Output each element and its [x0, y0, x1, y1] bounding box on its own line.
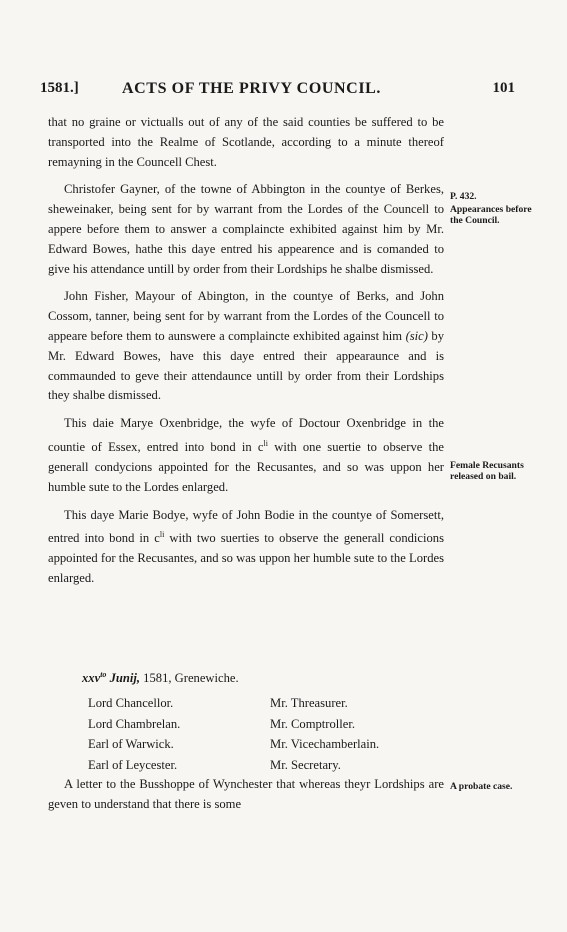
attendee: Lord Chambrelan. [88, 716, 181, 731]
attendee: Mr. Threasurer. [270, 696, 348, 710]
header-title: ACTS OF THE PRIVY COUNCIL. [122, 80, 382, 97]
paragraph-2: Christofer Gayner, of the towne of Abbington in the countye of Berkes, sheweinaker, being sent for by warrant from the Lordes of the Councell to appere before them to answer a complaincte exhibited against him by Mr. Edward Bowes, hathe this daye entred his appearence and is comanded to give his attendance untill by order from their Lordships he shalbe dismissed. [48, 182, 444, 276]
paragraph-5 [48, 506, 444, 589]
date-place: 1581, Grenewiche. [140, 671, 239, 686]
paragraph-4-start: This daie Marye Oxenbridge, the wyfe of Doctour Oxenbridge in the countie of Essex, entred into bond in c [48, 416, 444, 455]
margin-note-recusants: Female Recusants released on bail. [450, 460, 524, 482]
paragraph-5-start: This daye Marie Bodye, wyfe of John Bodie in the countye of Somersett, entred into bond in c [48, 507, 444, 546]
attendee: Mr. Secretary. [270, 757, 341, 772]
paragraph-1: that no graine or victualls out of any of the said counties be suffered to be transported into the Realme of Scotlande, according to a minute thereof remayning in the Councell Chest. [48, 115, 444, 169]
page-number: 101 [492, 80, 515, 96]
attendee: Earl of Warwick. [88, 737, 174, 751]
paragraph-3 [48, 287, 444, 406]
attendee: Mr. Vicechamberlain. [270, 737, 380, 751]
final-text [48, 775, 444, 815]
paragraph-5-end: with two suerties to observe the generall condicions appointed for the Recusantes, and so was uppon her humble sute to the Lordes enlarged. [48, 531, 445, 586]
paragraph-4 [48, 414, 444, 497]
superscript-li: li [263, 438, 268, 448]
attendee: Earl of Leycester. [88, 757, 178, 772]
attendee-row [88, 755, 448, 776]
margin-note-probate: A probate case. [450, 781, 513, 792]
running-header [40, 80, 515, 104]
attendee-row [88, 734, 448, 755]
meeting-date [82, 666, 239, 687]
paragraph-6: A letter to the Busshoppe of Wynchester that whereas theyr Lordships are geven to understand that there is some [48, 777, 444, 811]
sic-note: (sic) [405, 328, 428, 343]
paragraph-3-start: John Fisher, Mayour of Abington, in the countye of Berks, and John Cossom, tanner, being sent for by warrant from the Lordes of the Councell to appeare before them to aunswere a complaincte exhibited against him [48, 289, 444, 343]
attendee: Lord Chancellor. [88, 696, 174, 710]
body-text [48, 113, 444, 597]
date-month: Junij, [106, 671, 141, 686]
attendee-row [88, 693, 448, 714]
attendee: Mr. Comptroller. [270, 716, 356, 731]
margin-note-appearances: Appearances before the Council. [450, 204, 532, 226]
attendee-row [88, 714, 448, 735]
superscript-li-2: li [159, 530, 165, 540]
date-sup: to [100, 670, 107, 679]
paragraph-4-end: with one suertie to observe the generall condycions appointed for the Recusantes, and so was uppon her humble sute to the Lordes enlarged. [48, 440, 444, 494]
paragraph-3-end: by Mr. Edward Bowes, have this daye entred their appearaunce and is commaunded to geve their attendaunce untill by order from their Lordships they shalbe dismissed. [48, 328, 444, 403]
margin-page-ref: P. 432. [450, 191, 477, 202]
header-year: 1581.] [40, 80, 79, 96]
attendee-list [88, 693, 448, 775]
date-day: xxv [82, 671, 101, 686]
